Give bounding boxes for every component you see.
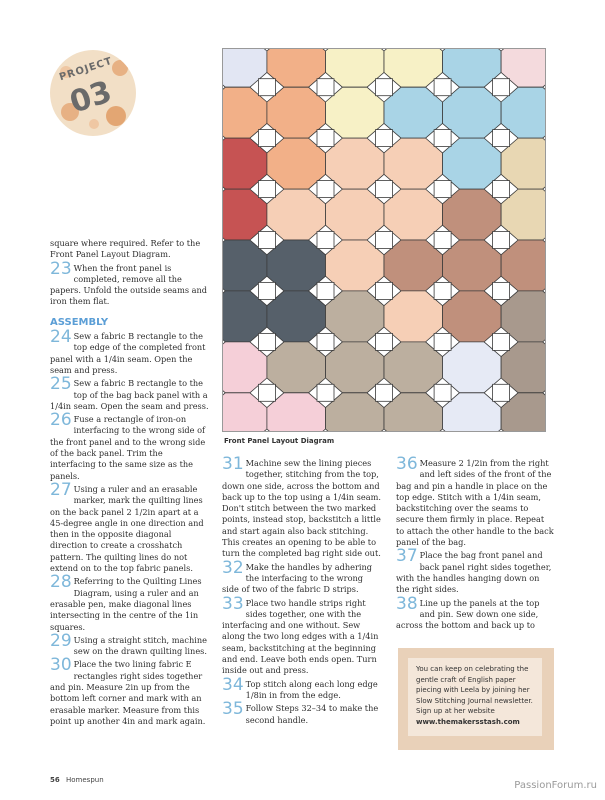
square-piece — [434, 181, 451, 198]
square-piece — [317, 79, 334, 96]
square-piece — [258, 384, 275, 401]
step-text: Measure 2 1/2in from the right and left sides of the front of the bag and pin a handle in place on the top edge. Stitch with a 1/4in seam, backstitching over the seams to secure them firmly in place. Repeat to attach the other handle to the back panel of the bag. — [396, 458, 554, 548]
square-piece — [434, 79, 451, 96]
step-paragraph — [396, 593, 554, 632]
step-paragraph — [50, 258, 210, 308]
step-text: Fuse a rectangle of iron-on interfacing to the wrong side of the front panel and to the wrong side of the back panel. Trim the interfacing to the same size as the panels. — [50, 414, 206, 481]
step-paragraph — [50, 238, 210, 261]
square-piece — [376, 79, 393, 96]
square-piece — [493, 384, 510, 401]
square-piece — [434, 232, 451, 249]
step-text: Sew a fabric B rectangle to the top edge of the completed front panel with a 1/4in seam. Open the seam and press. — [50, 331, 206, 375]
square-piece — [258, 282, 275, 299]
step-number: 33 — [222, 593, 244, 614]
square-piece — [317, 282, 334, 299]
step-text: Referring to the Quilting Lines Diagram, using a ruler and an erasable pen, make diagonal lines intersecting in the centre of the 1in squares. — [50, 576, 202, 632]
square-piece — [434, 384, 451, 401]
badge-label: PROJECT — [58, 55, 114, 84]
magazine-name: Homespun — [66, 776, 104, 784]
step-paragraph — [222, 699, 382, 726]
square-piece — [434, 130, 451, 147]
step-text: When the front panel is completed, remove all the papers. Unfold the outside seams and iron them flat. — [50, 262, 208, 307]
step-paragraph — [396, 546, 554, 595]
square-piece — [493, 181, 510, 198]
square-piece — [317, 333, 334, 350]
step-paragraph — [396, 454, 554, 548]
step-number: 25 — [50, 374, 72, 395]
step-number: 38 — [396, 593, 418, 614]
square-piece — [317, 181, 334, 198]
diagram-caption: Front Panel Layout Diagram — [224, 437, 335, 445]
step-paragraph — [222, 557, 382, 596]
step-number: 23 — [50, 258, 72, 279]
step-paragraph — [222, 454, 382, 560]
step-text: Using a straight stitch, machine sew on the drawn quilting lines. — [73, 634, 207, 657]
square-piece — [258, 130, 275, 147]
square-piece — [317, 130, 334, 147]
step-paragraph — [50, 630, 210, 658]
step-number: 37 — [396, 546, 418, 567]
page-number: 56 — [50, 776, 60, 784]
square-piece — [376, 130, 393, 147]
step-text: Place two handle strips right sides together, one with the interfacing and one without. Sew along the two long edges with a 1/4in seam, backstitching at the beginning and end. Leave both ends open. Turn inside out and press. — [222, 597, 379, 676]
square-piece — [258, 181, 275, 198]
step-number: 24 — [50, 327, 72, 348]
step-number: 27 — [50, 479, 72, 500]
step-number: 26 — [50, 410, 72, 431]
step-paragraph — [50, 374, 210, 412]
front-panel-layout-diagram — [222, 48, 546, 432]
step-number: 30 — [50, 655, 72, 676]
square-piece — [258, 333, 275, 350]
square-piece — [376, 232, 393, 249]
step-text: Place the bag front panel and back panel right sides together, with the handles hanging down on the right sides. — [396, 550, 552, 595]
square-piece — [434, 333, 451, 350]
step-text: Machine sew the lining pieces together, stitching from the top, down one side, across the bottom and back up to the top using a 1/4in seam. Don't stitch between the two marked points, instead stop, backstitch a little and start again also back stitching. This creates an opening to be able to turn the completed bag right side out. — [222, 458, 381, 559]
step-number: 35 — [222, 699, 244, 720]
step-text: Place the two lining fabric E rectangles right sides together and pin. Measure 2in up from the bottom left corner and mark with an erasable marker. Measure from this point up another 4in and mark again. — [50, 659, 206, 726]
square-piece — [258, 232, 275, 249]
square-piece — [493, 282, 510, 299]
promo-text: You can keep on celebrating the gentle craft of English paper piecing with Leela by joining her Slow Stitching Journal newsletter. Sign up at her website — [416, 665, 533, 715]
step-text: Follow Steps 32–34 to make the second handle. — [245, 703, 379, 725]
promo-url[interactable]: www.themakersstash.com — [416, 717, 520, 726]
step-paragraph — [222, 674, 382, 702]
square-piece — [493, 232, 510, 249]
square-piece — [493, 79, 510, 96]
project-badge — [50, 50, 136, 136]
square-piece — [258, 79, 275, 96]
step-paragraph — [50, 572, 210, 632]
newsletter-promo — [398, 648, 554, 750]
badge-number: 03 — [65, 74, 117, 121]
step-text: square where required. Refer to the Front Panel Layout Diagram. — [50, 238, 201, 260]
square-piece — [493, 130, 510, 147]
square-piece — [317, 384, 334, 401]
step-paragraph — [50, 327, 210, 376]
square-piece — [376, 384, 393, 401]
step-number: 32 — [222, 557, 244, 578]
step-paragraph — [50, 655, 210, 727]
step-number: 36 — [396, 454, 418, 474]
step-text: Top stitch along each long edge 1/8in in from the edge. — [245, 678, 378, 700]
octagon-grid — [223, 49, 545, 431]
section-heading: ASSEMBLY — [50, 316, 109, 328]
square-piece — [376, 333, 393, 350]
square-piece — [376, 181, 393, 198]
step-text: Using a ruler and an erasable marker, mark the quilting lines on the back panel 2 1/2in apart at a 45-degree angle in one direction and then in the opposite diagonal direction to create a crosshatch pattern. The quilting lines do not extend on to the top fabric panels. — [50, 483, 204, 574]
step-text: Sew a fabric B rectangle to the top of the bag back panel with a 1/4in seam. Open the seam and press. — [50, 378, 209, 411]
column-1 — [50, 238, 210, 729]
square-piece — [376, 282, 393, 299]
watermark: PassionForum.ru — [514, 780, 597, 791]
step-number: 28 — [50, 572, 72, 593]
step-number: 31 — [222, 454, 244, 474]
column-2 — [222, 454, 382, 728]
step-paragraph — [50, 410, 210, 482]
column-3 — [396, 454, 554, 633]
step-text: Make the handles by adhering the interfacing to the wrong side of two of the fabric D strips. — [222, 561, 373, 595]
step-paragraph — [222, 593, 382, 677]
step-text: Line up the panels at the top and pin. Sew down one side, across the bottom and back up to — [396, 597, 540, 631]
square-piece — [317, 232, 334, 249]
step-number: 34 — [222, 674, 244, 695]
square-piece — [434, 282, 451, 299]
step-paragraph — [50, 479, 210, 574]
step-number: 29 — [50, 630, 72, 651]
square-piece — [493, 333, 510, 350]
